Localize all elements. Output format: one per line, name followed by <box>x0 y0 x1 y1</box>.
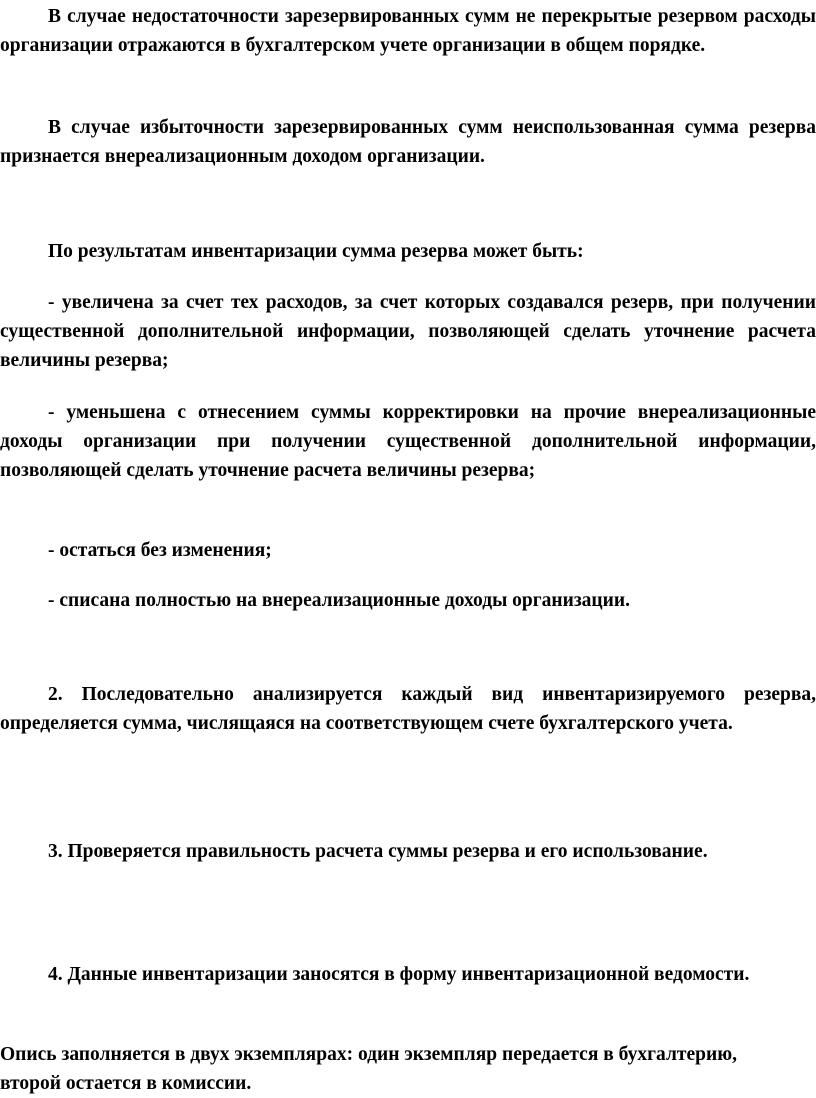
inventory-copies-note: Опись заполняется в двух экземплярах: один экземпляр передается в бухгалтерию, второй остается в комиссии. <box>0 1044 737 1094</box>
list-item-increase: - увеличена за счет тех расходов, за счет которых создавался резерв, при получении существенной дополнительной информации, позволяющей сделать уточнение расчета величины резерва; <box>0 292 816 371</box>
list-item-unchanged: - остаться без изменения; <box>48 540 272 561</box>
paragraph-reserve-surplus: В случае избыточности зарезервированных сумм неиспользованная сумма резерва признается внереализационным доходом организации. <box>0 117 816 167</box>
step-3-paragraph: 3. Проверяется правильность расчета суммы резерва и его использование. <box>48 841 708 862</box>
paragraph-inventory-results-intro: По результатам инвентаризации сумма резерва может быть: <box>48 241 584 262</box>
step-2-paragraph: 2. Последовательно анализируется каждый вид инвентаризируемого резерва, определяется сумма, числящаяся на соответствующем счете бухгалтерского учета. <box>0 684 816 734</box>
list-item-decrease: - уменьшена с отнесением суммы корректировки на прочие внереализационные доходы организации при получении существенной дополнительной информации, позволяющей сделать уточнение расчета величины резерва; <box>0 402 816 481</box>
step-4-paragraph: 4. Данные инвентаризации заносятся в форму инвентаризационной ведомости. <box>48 964 750 985</box>
paragraph-reserve-shortage: В случае недостаточности зарезервированных сумм не перекрытые резервом расходы организации отражаются в бухгалтерском учете организации в общем порядке. <box>0 6 816 56</box>
list-item-written-off: - списана полностью на внереализационные доходы организации. <box>48 590 631 611</box>
